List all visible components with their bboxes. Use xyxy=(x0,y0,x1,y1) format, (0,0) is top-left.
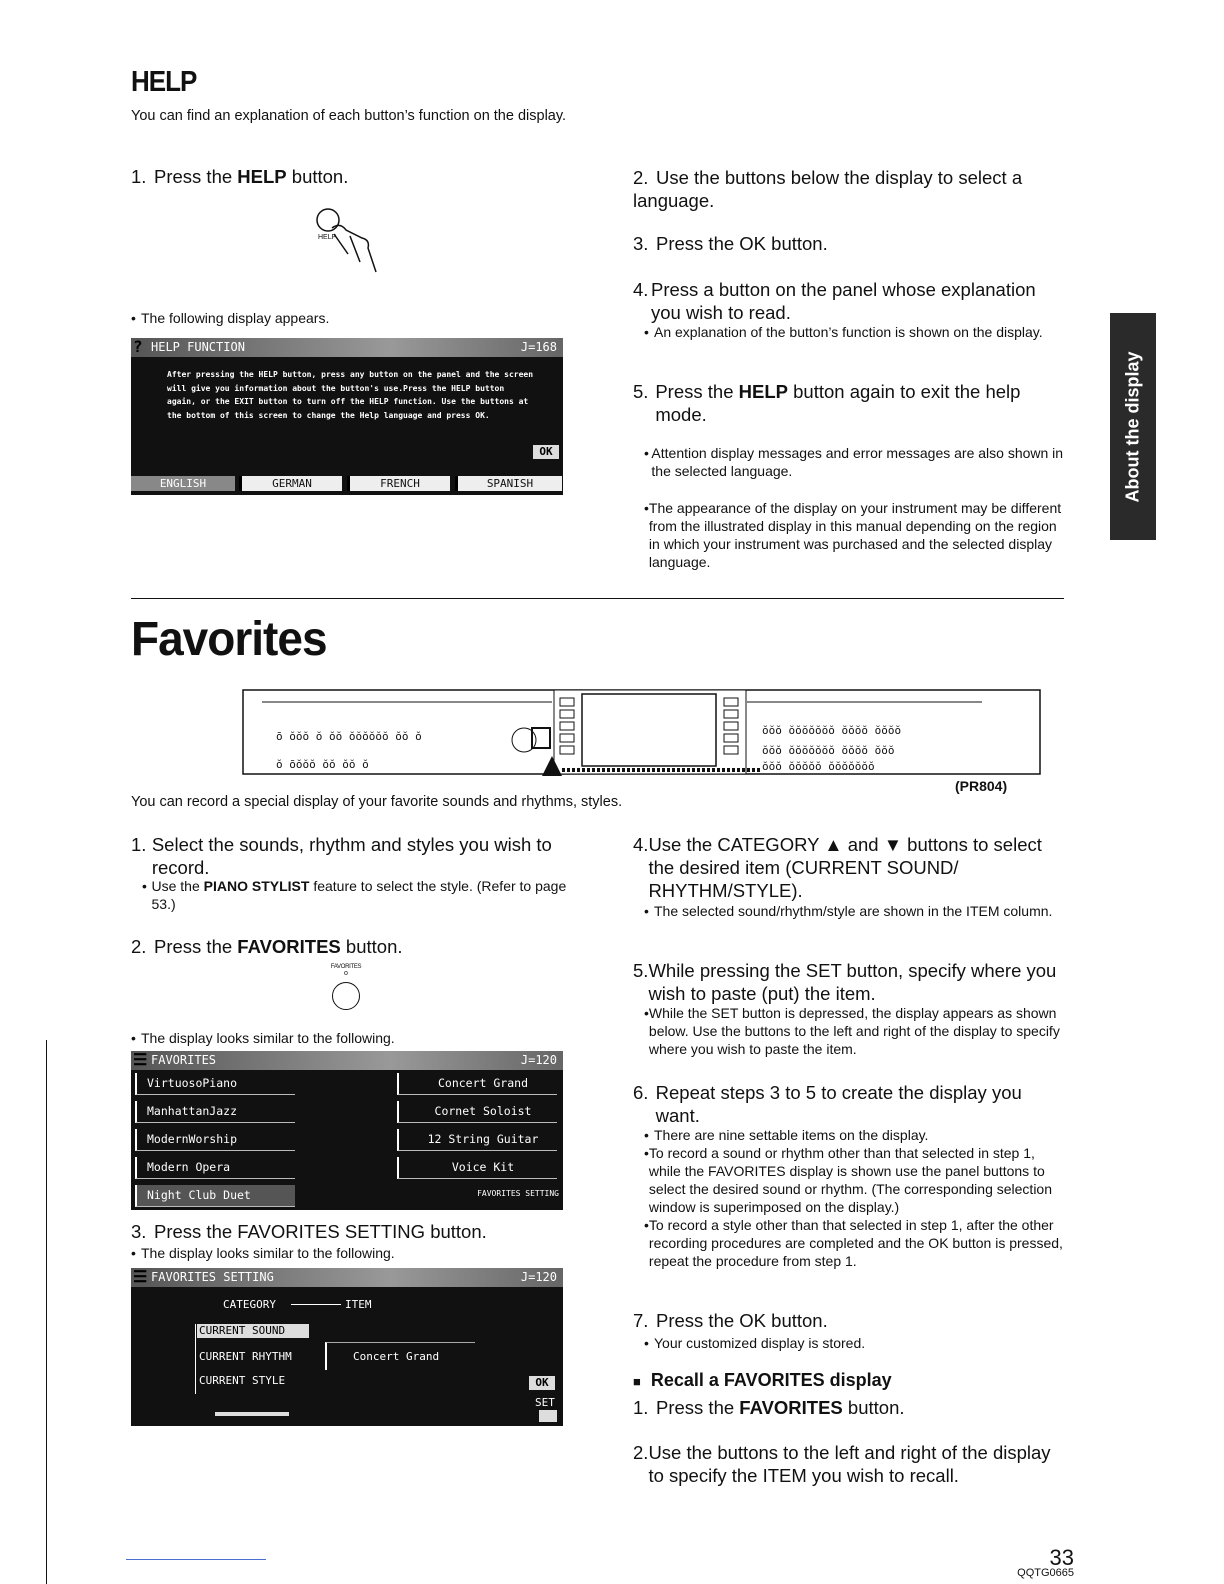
favorites-step-6: 6. Repeat steps 3 to 5 to create the display you want. xyxy=(633,1082,1022,1126)
favorites-item[interactable]: Concert Grand xyxy=(397,1073,557,1095)
favorites-item[interactable]: Modern Opera xyxy=(135,1157,295,1179)
language-french-button[interactable]: FRENCH xyxy=(347,476,450,491)
help-step-1: 1. Press the HELP button. xyxy=(131,166,349,187)
label-connector xyxy=(291,1304,341,1305)
favorites-setting-display xyxy=(131,1268,563,1426)
favorites-heading: Favorites xyxy=(131,611,327,666)
svg-text:ŏŏŏ ŏŏŏŏŏ ŏŏŏŏŏŏŏ: ŏŏŏ ŏŏŏŏŏ ŏŏŏŏŏŏŏ xyxy=(762,760,875,773)
favorites-item[interactable]: Night Club Duet xyxy=(135,1185,295,1207)
favorites-step-5: 5. While pressing the SET button, specify where you wish to paste (put) the item. xyxy=(633,960,1057,1004)
help-step-3: 3. Press the OK button. xyxy=(633,233,828,254)
favorites-step-1-bullet: • Use the PIANO STYLIST feature to select the style. (Refer to page 53.) xyxy=(142,878,567,912)
display-title-bar: ☰ FAVORITES SETTING J=120 xyxy=(131,1268,563,1287)
svg-text:ŏ ōŏŏŏ ŏŏ ŏŏ ŏ: ŏ ōŏŏŏ ŏŏ ŏŏ ŏ xyxy=(276,758,369,771)
help-button-illustration: HELP xyxy=(310,200,390,275)
question-icon: ? xyxy=(133,337,143,356)
recall-step-1: 1. Press the FAVORITES button. xyxy=(633,1397,905,1418)
binding-edge-line xyxy=(46,1040,47,1584)
help-heading: HELP xyxy=(131,64,197,98)
footer-rule xyxy=(126,1559,266,1560)
language-german-button[interactable]: GERMAN xyxy=(239,476,342,491)
help-bullet-display: • The following display appears. xyxy=(131,310,330,326)
category-label: CATEGORY xyxy=(223,1298,276,1311)
help-step-4: 4. Press a button on the panel whose explanation you wish to read. xyxy=(633,279,1036,323)
favorites-step-7-bullet: • Your customized display is stored. xyxy=(644,1335,866,1351)
favorites-step-3: 3. Press the FAVORITES SETTING button. xyxy=(131,1221,487,1242)
category-option[interactable]: CURRENT STYLE xyxy=(199,1374,286,1387)
favorites-icon: ☰ xyxy=(133,1050,148,1069)
set-indicator xyxy=(539,1410,557,1422)
help-note-1: • Attention display messages and error messages are also shown in the selected language. xyxy=(644,445,1064,479)
favorites-step-4-bullet: • The selected sound/rhythm/style are shown in the ITEM column. xyxy=(644,903,1053,919)
model-label: (PR804) xyxy=(955,778,1008,794)
category-option[interactable]: CURRENT SOUND xyxy=(197,1324,309,1338)
language-english-button[interactable]: ENGLISH xyxy=(131,476,235,491)
scroll-slider[interactable] xyxy=(215,1412,289,1416)
help-intro: You can find an explanation of each button’s function on the display. xyxy=(131,108,567,124)
svg-text:ō ŏŏŏ ŏ ŏŏ ŏŏŏŏŏŏ ŏŏ ŏ: ō ŏŏŏ ŏ ŏŏ ŏŏŏŏŏŏ ŏŏ ŏ xyxy=(276,730,422,743)
category-option[interactable]: CURRENT RHYTHM xyxy=(199,1350,292,1363)
favorites-step-2: 2. Press the FAVORITES button. xyxy=(131,936,403,957)
favorites-item[interactable]: Voice Kit xyxy=(397,1157,557,1179)
favorites-step-7: 7. Press the OK button. xyxy=(633,1310,828,1331)
favorites-item[interactable]: Cornet Soloist xyxy=(397,1101,557,1123)
favorites-intro: You can record a special display of your favorite sounds and rhythms, styles. xyxy=(131,794,623,810)
help-function-display xyxy=(131,338,563,495)
item-label: ITEM xyxy=(345,1298,372,1311)
favorites-button-illustration: FAVORITES o xyxy=(326,964,366,1010)
favorites-step-6-bullets: • There are nine settable items on the display. • To record a sound or rhythm other than that selected in step 1, while the FAVORITES display is shown use the panel buttons to select the desired sound or rhythm. (The corresponding selection window is superimposed on the display.) • To record a style other than that selected in step 1, after the other recording procedures are completed and the OK button is pressed, repeat the procedure from step 1. xyxy=(644,1127,1063,1269)
favorites-step-5-bullet: • While the SET button is depressed, the display appears as shown below. Use the buttons to the left and right of the display to specify where you wish to paste the item. xyxy=(644,1005,1060,1057)
favorites-item[interactable]: 12 String Guitar xyxy=(397,1129,557,1151)
indicator-led-icon: o xyxy=(344,970,348,977)
favorites-display xyxy=(131,1051,563,1210)
display-title-bar: ? HELP FUNCTION J=168 xyxy=(131,338,563,357)
favorites-setting-button[interactable]: FAVORITES SETTING xyxy=(477,1189,559,1198)
favorites-step-4: 4. Use the CATEGORY ▲ and ▼ buttons to select the desired item (CURRENT SOUND/ RHYTHM/STYLE). xyxy=(633,834,1042,901)
svg-text:ŏŏŏ ŏŏŏŏŏŏŏ ŏŏŏŏ ŏŏŏŏ: ŏŏŏ ŏŏŏŏŏŏŏ ŏŏŏŏ ŏŏŏŏ xyxy=(762,724,902,737)
favorites-item[interactable]: ManhattanJazz xyxy=(135,1101,295,1123)
help-display-text: After pressing the HELP button, press any button on the panel and the screen will give you information about the button's use.Press the HELP button again, or the EXIT button to turn off the HELP function. Use the buttons at the bottom of this screen to change the Help language and press OK. xyxy=(167,370,534,420)
recall-step-2: 2. Use the buttons to the left and right of the display to specify the ITEM you wish to recall. xyxy=(633,1442,1051,1486)
display-title-bar: ☰ FAVORITES J=120 xyxy=(131,1051,563,1070)
control-panel-icon xyxy=(242,688,1042,776)
favorites-icon: ☰ xyxy=(133,1267,148,1286)
favorites-bullet-display-2: • The display looks similar to the following. xyxy=(131,1245,395,1261)
recall-heading: ■ Recall a FAVORITES display xyxy=(633,1370,892,1390)
language-spanish-button[interactable]: SPANISH xyxy=(455,476,562,491)
help-note-2: • The appearance of the display on your instrument may be different from the illustrated display in this manual depending on the region in which your instrument was purchased and the selected display language. xyxy=(644,500,1062,570)
favorites-item[interactable]: VirtuosoPiano xyxy=(135,1073,295,1095)
svg-text:ŏŏŏ ŏŏŏŏŏŏŏ ŏŏŏŏ ŏŏŏ: ŏŏŏ ŏŏŏŏŏŏŏ ŏŏŏŏ ŏŏŏ xyxy=(762,744,895,757)
help-step-5: 5. Press the HELP button again to exit the help mode. xyxy=(633,381,1021,425)
square-bullet-icon: ■ xyxy=(633,1374,641,1389)
ok-button[interactable]: OK xyxy=(533,445,559,459)
item-value-field[interactable]: Concert Grand xyxy=(325,1342,475,1370)
ok-button[interactable]: OK xyxy=(529,1376,555,1390)
round-button-icon xyxy=(332,982,360,1010)
help-step-4-bullet: • An explanation of the button’s function is shown on the display. xyxy=(644,324,1043,340)
section-side-tab: About the display xyxy=(1110,313,1156,540)
instrument-panel-illustration xyxy=(242,688,1042,776)
favorites-step-1: 1. Select the sounds, rhythm and styles you wish to record. xyxy=(131,834,552,878)
category-bracket xyxy=(195,1324,196,1394)
section-divider xyxy=(131,598,1064,599)
favorites-bullet-display: • The display looks similar to the following. xyxy=(131,1030,395,1046)
page-number: 33 xyxy=(1049,1545,1074,1570)
document-code: QQTG0665 xyxy=(1017,1567,1074,1579)
help-step-2: 2. Use the buttons below the display to select a language. xyxy=(633,167,1023,211)
set-button[interactable]: SET xyxy=(535,1396,555,1409)
favorites-item[interactable]: ModernWorship xyxy=(135,1129,295,1151)
